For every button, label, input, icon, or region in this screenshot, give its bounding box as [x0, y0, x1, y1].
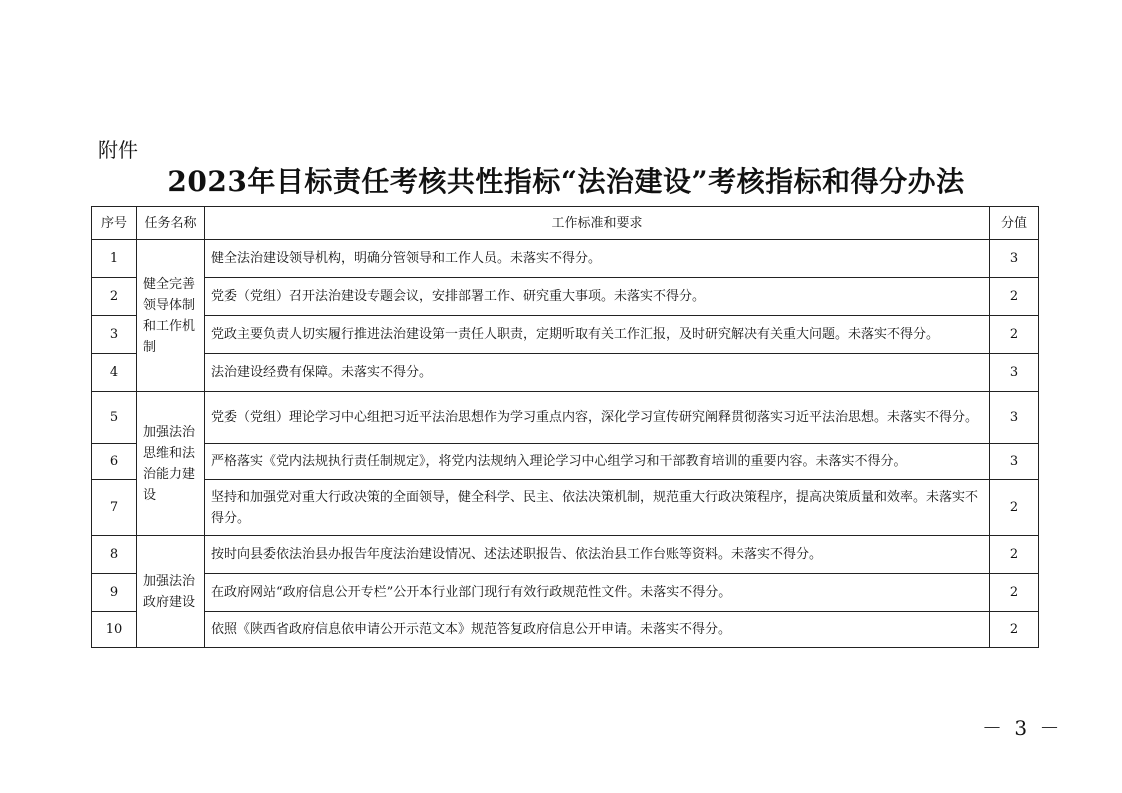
- row-score: 3: [990, 354, 1039, 392]
- row-no: 3: [92, 316, 137, 354]
- header-score: 分值: [990, 207, 1039, 240]
- row-no: 4: [92, 354, 137, 392]
- table-row: [92, 444, 1039, 480]
- row-no: 5: [92, 392, 137, 444]
- table-row: [92, 480, 1039, 536]
- row-no: 2: [92, 278, 137, 316]
- row-score: 3: [990, 444, 1039, 480]
- row-score: 2: [990, 536, 1039, 574]
- row-standard: 党委（党组）召开法治建设专题会议，安排部署工作、研究重大事项。未落实不得分。: [205, 278, 990, 316]
- row-standard: 党政主要负责人切实履行推进法治建设第一责任人职责，定期听取有关工作汇报，及时研究解决有关重大问题。未落实不得分。: [205, 316, 990, 354]
- row-score: 3: [990, 392, 1039, 444]
- row-score: 3: [990, 240, 1039, 278]
- row-no: 7: [92, 480, 137, 536]
- row-standard: 严格落实《党内法规执行责任制规定》，将党内法规纳入理论学习中心组学习和干部教育培训的重要内容。未落实不得分。: [205, 444, 990, 480]
- table-row: [92, 354, 1039, 392]
- document-title: 2023年目标责任考核共性指标“法治建设”考核指标和得分办法: [167, 165, 965, 198]
- row-standard: 健全法治建设领导机构，明确分管领导和工作人员。未落实不得分。: [205, 240, 990, 278]
- header-task: 任务名称: [137, 207, 205, 240]
- attachment-label: 附件: [98, 138, 138, 162]
- row-no: 9: [92, 574, 137, 612]
- row-standard: 坚持和加强党对重大行政决策的全面领导，健全科学、民主、依法决策机制，规范重大行政决策程序，提高决策质量和效率。未落实不得分。: [205, 480, 990, 536]
- row-standard: 党委（党组）理论学习中心组把习近平法治思想作为学习重点内容，深化学习宣传研究阐释贯彻落实习近平法治思想。未落实不得分。: [205, 392, 990, 444]
- row-standard: 在政府网站“政府信息公开专栏”公开本行业部门现行有效行政规范性文件。未落实不得分。: [205, 574, 990, 612]
- table-row: [92, 316, 1039, 354]
- task-name: 加强法治政府建设: [137, 536, 205, 648]
- header-standard: 工作标准和要求: [205, 207, 990, 240]
- table-header-row: [92, 207, 1039, 240]
- row-score: 2: [990, 278, 1039, 316]
- row-standard: 法治建设经费有保障。未落实不得分。: [205, 354, 990, 392]
- page-number: － 3 －: [982, 716, 1063, 740]
- table-row: [92, 278, 1039, 316]
- row-score: 2: [990, 480, 1039, 536]
- row-no: 10: [92, 612, 137, 648]
- row-standard: 按时向县委依法治县办报告年度法治建设情况、述法述职报告、依法治县工作台账等资料。未落实不得分。: [205, 536, 990, 574]
- row-no: 8: [92, 536, 137, 574]
- table-row: [92, 392, 1039, 444]
- assessment-table: [91, 206, 1039, 648]
- header-no: 序号: [92, 207, 137, 240]
- row-standard: 依照《陕西省政府信息依申请公开示范文本》规范答复政府信息公开申请。未落实不得分。: [205, 612, 990, 648]
- table-row: [92, 612, 1039, 648]
- table-row: [92, 240, 1039, 278]
- row-score: 2: [990, 316, 1039, 354]
- task-name: 健全完善领导体制和工作机制: [137, 240, 205, 392]
- row-score: 2: [990, 612, 1039, 648]
- row-no: 1: [92, 240, 137, 278]
- table-row: [92, 536, 1039, 574]
- row-score: 2: [990, 574, 1039, 612]
- task-name: 加强法治思维和法治能力建设: [137, 392, 205, 536]
- row-no: 6: [92, 444, 137, 480]
- table-row: [92, 574, 1039, 612]
